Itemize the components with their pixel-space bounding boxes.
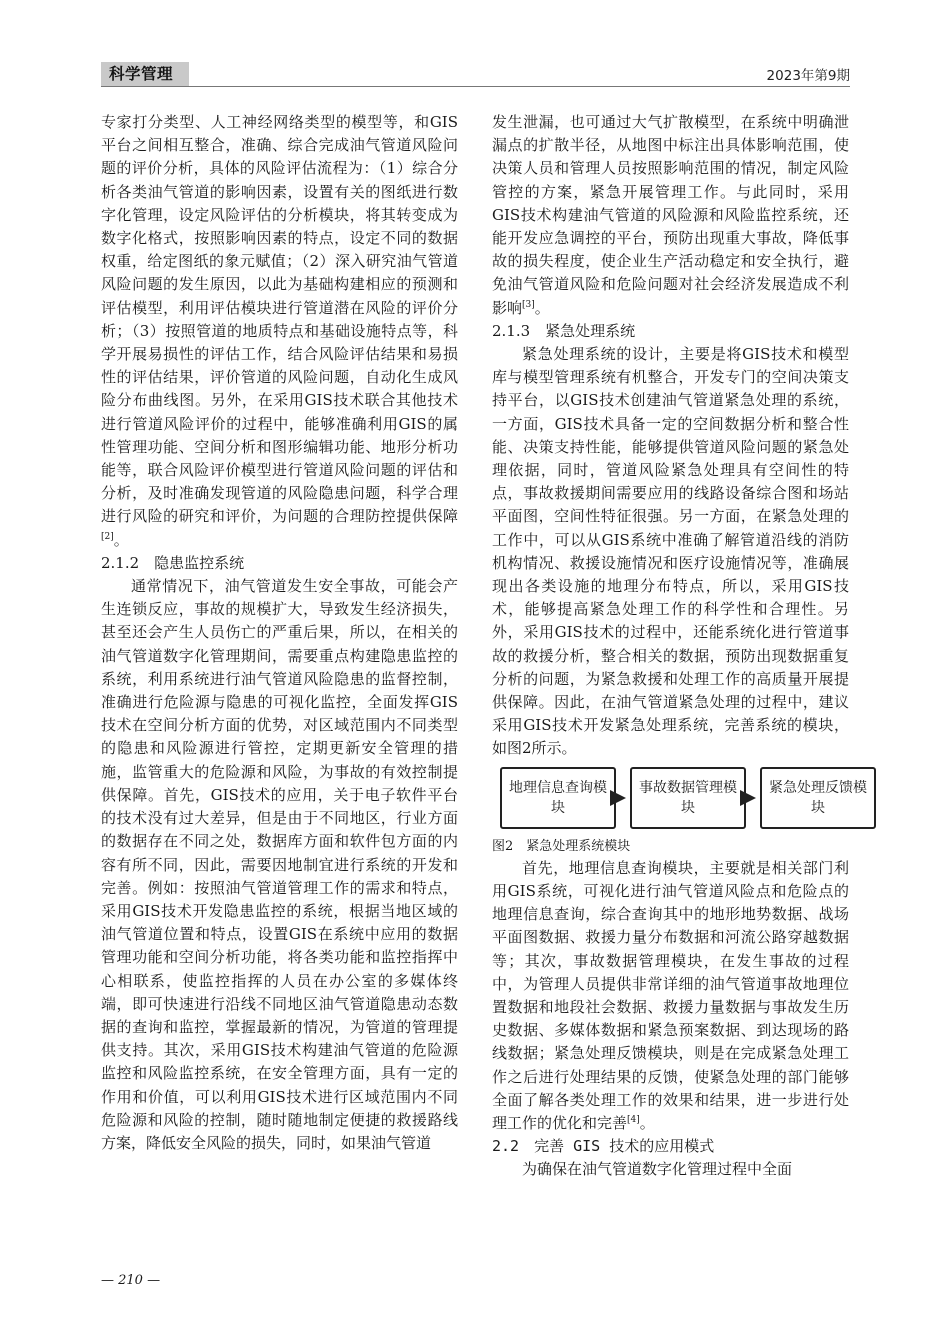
heading-2-1-3: 2.1.3 紧急处理系统: [492, 321, 636, 340]
section-tag: 科学管理: [101, 62, 189, 86]
citation-4: [4]: [627, 1114, 640, 1125]
left-paragraph-1: [101, 111, 458, 552]
citation-3: [3]: [522, 299, 535, 310]
right-paragraph-2: 紧急处理系统的设计，主要是将GIS技术和模型库与模型管理系统有机整合，开发专门的空间决策支持平台，以GIS技术创建油气管道紧急处理的系统，一方面，GIS技术具备一定的空间数据分析和整合性能、决策支持性能，能够提供管道风险问题的紧急处理依据，同时，管道风险紧急处理具有空间性的特点，事故救援期间需要应用的线路设备综合图和场站平面图，空间性特征很强。另一方面，在紧急处理的工作中，可以从GIS系统中准确了解管道沿线的消防机构情况、救援设施情况和医疗设施情况等，准确展现出各类设施的地理分布特点，所以，采用GIS技术，能够提高紧急处理工作的科学性和合理性。另外，采用GIS技术的过程中，还能系统化进行管道事故的救援分析，整合相关的数据，预防出现数据重复分析的问题，为紧急救援和处理工作的高质量开展提供保障。因此，在油气管道紧急处理的过程中，建议采用GIS技术开发紧急处理系统，完善系统的模块，如图2所示。: [492, 345, 849, 758]
box-emergency-feedback: 紧急处理反馈模块: [760, 767, 876, 829]
heading-2-1-2: 2.1.2 隐患监控系统: [101, 553, 245, 572]
right-paragraph-3: [492, 857, 849, 1135]
left-paragraph-2: 通常情况下，油气管道发生安全事故，可能会产生连锁反应，事故的规模扩大，导致发生经济损失，甚至还会产生人员伤亡的严重后果，所以，在相关的油气管道数字化管理期间，需要重点构建隐患监控的系统，利用系统进行油气管道风险隐患的监督控制，准确进行危险源与隐患的可视化监控，全面发挥GIS技术在空间分析方面的优势，对区域范围内不同类型的隐患和风险源进行管控，定期更新安全管理的措施，监管重大的危险源和风险，为事故的有效控制提供保障。首先，GIS技术的应用，关于电子软件平台的技术没有过大差异，但是由于不同地区，行业方面的数据存在不同之处，数据库方面和软件包方面的内容有所不同，因此，需要因地制宜进行系统的开发和完善。例如：按照油气管道管理工作的需求和特点，采用GIS技术开发隐患监控的系统，根据当地区域的油气管道位置和特点，设置GIS在系统中应用的数据管理功能和空间分析功能，将各类功能和监控指挥中心相联系，使监控指挥的人员在办公室的多媒体终端，即可快速进行沿线不同地区油气管道隐患动态数据的查询和监控，掌握最新的情况，为管道的管理提供支持。其次，采用GIS技术构建油气管道的危险源监控和风险监控系统，在安全管理方面，具有一定的作用和价值，可以利用GIS技术进行区域范围内不同危险源和风险的控制，随时随地制定便捷的救援路线方案，降低安全风险的损失，同时，如果油气管道: [101, 577, 458, 1152]
citation-2: [2]: [101, 531, 114, 542]
left-column: [101, 111, 458, 1155]
issue-label: 2023年第9期: [766, 68, 850, 84]
right-paragraph-1: [492, 111, 849, 320]
header-divider: [101, 86, 850, 87]
right-paragraph-3-end: 。: [639, 1113, 655, 1132]
right-paragraph-1-text: 发生泄漏，也可通过大气扩散模型，在系统中明确泄漏点的扩散半径，从地图中标注出具体影响范围，使决策人员和管理人员按照影响范围的情况，制定风险管控的方案，紧急开展管理工作。与此同时，采用GIS技术构建油气管道的风险源和风险监控系统，还能开发应急调控的平台，预防出现重大事故，降低事故的损失程度，使企业生产活动稳定和安全执行，避免油气管道风险和危险问题对社会经济发展造成不利影响: [492, 113, 849, 317]
box-geo-query: 地理信息查询模块: [500, 767, 616, 829]
right-paragraph-4: 为确保在油气管道数字化管理过程中全面: [522, 1160, 793, 1179]
box-accident-data: 事故数据管理模块: [630, 767, 746, 829]
figure-2-caption: 图2 紧急处理系统模块: [492, 838, 631, 854]
right-paragraph-3-text: 首先，地理信息查询模块，主要就是相关部门利用GIS系统，可视化进行油气管道风险点和危险点的地理信息查询，综合查询其中的地形地势数据、战场平面图数据、救援力量分布数据和河流公路穿越数据等；其次，事故数据管理模块，在发生事故的过程中，为管理人员提供非常详细的油气管道事故地理位置数据和地段社会数据、救援力量数据与事故发生历史数据、多媒体数据和紧急预案数据、到达现场的路线数据；紧急处理反馈模块，则是在完成紧急处理工作之后进行处理结果的反馈，使紧急处理的部门能够全面了解各类处理工作的效果和结果，进一步进行处理工作的优化和完善: [492, 858, 849, 1132]
left-paragraph-1-text: 专家打分类型、人工神经网络类型的模型等，和GIS平台之间相互整合，准确、综合完成油气管道风险问题的评价分析，具体的风险评估流程为：（1）综合分析各类油气管道的影响因素，设置有关的图纸进行数字化管理，设定风险评估的分析模块，将其转变成为数字化格式，按照影响因素的特点，设定不同的数据权重，给定图纸的象元赋值；（2）深入研究油气管道风险问题的发生原因，以此为基础构建相应的预测和评估模型，利用评估模块进行管道潜在风险的评价分析；（3）按照管道的地质特点和基础设施特点等，科学开展易损性的评估工作，结合风险评估结果和易损性的评估结果，评价管道的风险问题，自动化生成风险分布曲线图。另外，在采用GIS技术联合其他技术进行管道风险评价的过程中，能够准确利用GIS的属性管理功能、空间分析和图形编辑功能、地形分析功能等，联合风险评价模型进行管道风险问题的评估和分析，及时准确发现管道的风险隐患问题，科学合理进行风险的研究和评价，为问题的合理防控提供保障: [101, 113, 458, 526]
heading-2-2: 2.2 完善 GIS 技术的应用模式: [492, 1137, 715, 1156]
right-paragraph-1-end: 。: [534, 298, 550, 317]
page-number: — 210 —: [101, 1273, 161, 1288]
left-paragraph-1-end: 。: [113, 530, 129, 549]
figure-2-diagram: [492, 767, 867, 831]
right-column: [492, 111, 867, 1182]
